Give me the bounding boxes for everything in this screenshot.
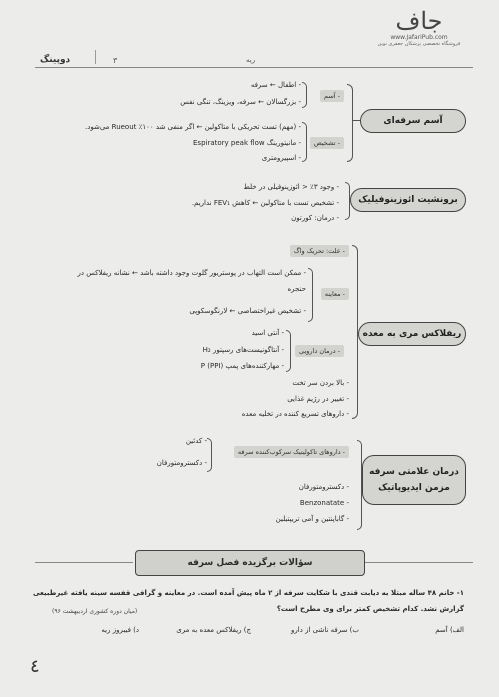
- connector: [352, 120, 360, 121]
- bronchitis-item-1: - وجود ۳٪ < ائوزینوفیلی در خلط: [243, 183, 339, 191]
- questions-section-title: سؤالات برگزیده فصل سرفه: [135, 550, 365, 576]
- reflux-tag-cause: - علت: تحریک واگ: [290, 245, 349, 257]
- reflux-drug-3: - مهارکننده‌های پمپ (PPI) P: [200, 362, 284, 370]
- section-rule-right: [365, 562, 473, 563]
- question-1-option-b: ب) سرفه ناشی از دارو: [291, 626, 359, 634]
- asthma-diag-1: - (مهم) تست تحریکی با متاکولین ← اگر منفی شد ۱۰۰٪ Rueout می‌شود.: [85, 123, 301, 131]
- asthma-tag-diag: - تشخیص: [310, 137, 344, 149]
- header-divider: [95, 50, 96, 64]
- asthma-sign-1: - اطفال ← سرفه: [250, 81, 301, 89]
- reflux-drug-2: - آنتاگونیست‌های رسپتور H₂: [202, 346, 284, 354]
- cough-tag-drug: - داروهای تاکولیتیک سرکوب‌کننده سرفه: [234, 446, 349, 458]
- brace-small: [302, 82, 307, 108]
- bronchitis-item-3: - درمان: کورتون: [291, 214, 339, 222]
- question-1-option-a: الف) آسم: [435, 626, 464, 634]
- logo-tagline: فروشگاه تخصصی پزشکان جعفری نوین: [377, 41, 461, 47]
- cough-group-1: - کدئین: [185, 437, 207, 445]
- cough-brace: [357, 440, 362, 530]
- reflux-title-box: ریفلاکس مری به معده: [358, 322, 466, 346]
- reflux-other-3: - داروهای تسریع کننده در تخلیه معده: [241, 410, 349, 418]
- brace-small: [302, 122, 307, 162]
- reflux-exam-1: - ممکن است التهاب در پوستریور گلوت وجود داشته باشد ← نشانه ریفلاکس در: [77, 269, 306, 277]
- cough-group-2: - دکسترومتورفان: [156, 459, 207, 467]
- asthma-diag-2: - مانیتورینگ Espiratory peak flow: [193, 139, 301, 147]
- reflux-brace: [352, 245, 358, 419]
- asthma-sign-2: - بزرگسالان ← سرفه، ویزینگ، تنگی نفس: [180, 98, 301, 106]
- question-1-source: (میان دوره کشوری اردیبهشت ۹۶): [52, 608, 138, 615]
- brace: [345, 182, 350, 220]
- header-rule: [35, 67, 473, 68]
- asthma-diag-3: - اسپیرومتری: [261, 154, 301, 162]
- reflux-tag-drug: - درمان دارویی: [295, 345, 344, 357]
- brace-small: [207, 438, 212, 472]
- asthma-brace: [347, 84, 353, 162]
- chapter-name: ریه: [246, 56, 256, 64]
- cough-item-2: - Benzonatate: [299, 499, 349, 507]
- reflux-other-2: - تغییر در رژیم غذایی: [287, 395, 349, 403]
- page-number: ۳: [113, 56, 118, 65]
- reflux-tag-exam: - معاینه: [321, 288, 349, 300]
- cough-item-1: - دکسترومتورفان: [298, 483, 349, 491]
- question-1-line-2: گزارش نشد. کدام تشخیص کمتر برای وی مطرح است؟: [276, 605, 464, 613]
- bronchitis-title-box: برونشیت ائوزینوفیلیک: [350, 188, 466, 212]
- bronchitis-item-2: - تشخیص تست با متاکولین ← کاهش FEV₁ نداریم.: [191, 199, 339, 207]
- reflux-exam-2: حنجره: [287, 285, 306, 293]
- corner-mark: ٤: [30, 656, 40, 677]
- question-1-option-c: ج) ریفلاکس معده به مری: [176, 626, 251, 634]
- brace-small: [308, 268, 313, 322]
- asthma-tag-sign: - آسم: [320, 90, 344, 102]
- book-title: دوپینگ: [40, 55, 71, 65]
- cough-title-box: درمان علامتی سرفه مزمن ایدیوپاتیک: [362, 455, 466, 505]
- publisher-logo: [369, 8, 469, 47]
- brace-small: [286, 330, 291, 372]
- section-rule-left: [35, 562, 133, 563]
- question-1-option-d: د) فیبروز ریه: [101, 626, 139, 634]
- reflux-exam-3: - تشخیص غیراختصاصی ← لارنگوسکوپی: [189, 307, 306, 315]
- question-1-line-1: ۱- خانم ۴۸ ساله مبتلا به دیابت قندی با شکایت سرفه از ۲ ماه پیش آمده است. در معاینه و گرافی قفسه سینه یافته غیرطبیعی: [32, 589, 464, 597]
- cough-item-3: - گاباپنتین و آمی تریپتیلین: [275, 515, 349, 523]
- reflux-other-1: - بالا بردن سر تخت: [292, 379, 349, 387]
- logo-url: www.JafariPub.com: [390, 34, 448, 41]
- reflux-drug-1: - آنتی اسید: [251, 329, 284, 337]
- asthma-title-box: آسم سرفه‌ای: [360, 109, 466, 133]
- logo-mark: جاف: [395, 7, 443, 35]
